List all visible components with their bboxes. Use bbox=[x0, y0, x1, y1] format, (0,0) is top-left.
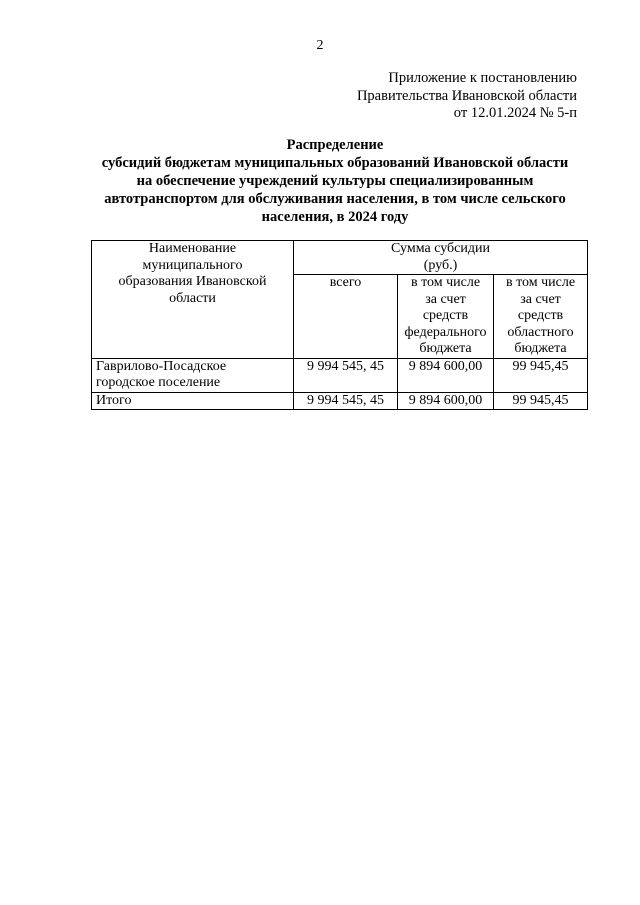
header-total-line: всего bbox=[329, 275, 362, 290]
header-federal-line: за счет bbox=[425, 291, 466, 307]
total-regional-cell: 99 945,45 bbox=[494, 392, 588, 410]
header-federal-line: средств bbox=[422, 308, 469, 323]
total-name-line: Итого bbox=[96, 392, 132, 408]
row-federal-cell: 9 894 600,00 bbox=[398, 358, 494, 392]
header-name-line: Наименование bbox=[148, 241, 237, 256]
header-name bbox=[92, 241, 294, 359]
total-federal-cell: 9 894 600,00 bbox=[398, 392, 494, 410]
header-federal-line: федерального bbox=[404, 324, 487, 340]
header-regional-line: средств bbox=[517, 308, 564, 323]
row-regional-cell: 99 945,45 bbox=[494, 358, 588, 392]
document-title bbox=[85, 136, 585, 226]
header-name-line: области bbox=[169, 290, 216, 306]
header-regional-line: бюджета bbox=[514, 341, 567, 356]
header-sum-line: (руб.) bbox=[423, 257, 458, 273]
appendix-line: от 12.01.2024 № 5-п bbox=[453, 105, 577, 121]
appendix-line: Приложение к постановлению bbox=[388, 70, 577, 86]
subsidy-table bbox=[91, 240, 588, 410]
table-header-row bbox=[92, 241, 588, 275]
appendix-line: Правительства Ивановской области bbox=[356, 87, 577, 104]
header-regional bbox=[494, 275, 588, 359]
row-name-cell bbox=[92, 358, 294, 392]
appendix-block bbox=[357, 70, 577, 123]
header-sum-line: Сумма субсидии bbox=[391, 241, 490, 256]
total-total-cell: 9 994 545, 45 bbox=[294, 392, 398, 410]
header-total bbox=[294, 275, 398, 359]
title-line: субсидий бюджетам муниципальных образований Ивановской области bbox=[101, 155, 569, 171]
header-regional-line: за счет bbox=[520, 291, 561, 307]
header-federal-line: в том числе bbox=[410, 275, 481, 290]
table-total-row bbox=[92, 392, 588, 410]
title-line: на обеспечение учреждений культуры специализированным bbox=[136, 173, 534, 189]
page-number: 2 bbox=[316, 38, 324, 53]
header-regional-line: областного bbox=[507, 324, 574, 340]
header-federal bbox=[398, 275, 494, 359]
header-regional-line: в том числе bbox=[505, 275, 576, 290]
row-total-cell: 9 994 545, 45 bbox=[294, 358, 398, 392]
total-name-cell bbox=[92, 392, 294, 410]
header-sum bbox=[294, 241, 588, 275]
header-name-line: образования Ивановской bbox=[118, 274, 267, 289]
header-federal-line: бюджета bbox=[419, 341, 472, 356]
table-row bbox=[92, 358, 588, 392]
row-name-line: городское поселение bbox=[96, 375, 221, 390]
title-line: Распределение bbox=[286, 137, 384, 153]
title-line: автотранспортом для обслуживания населения, в том числе сельского bbox=[104, 191, 566, 207]
row-name-line: Гаврилово-Посадское bbox=[96, 358, 227, 374]
title-line: населения, в 2024 году bbox=[261, 209, 409, 225]
header-name-line: муниципального bbox=[142, 257, 243, 273]
